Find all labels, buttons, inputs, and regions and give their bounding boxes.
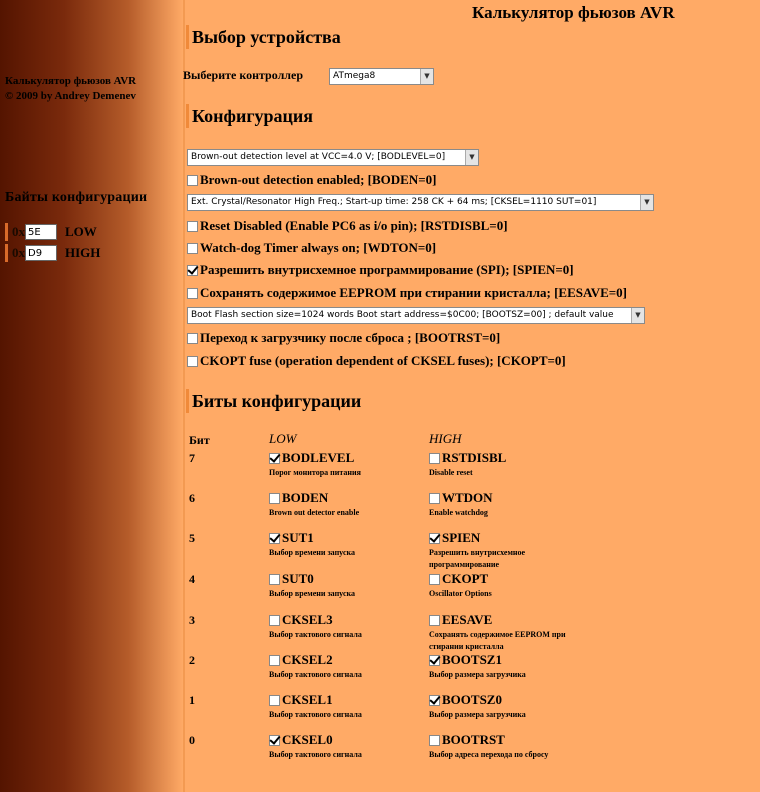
sidebar-caption xyxy=(5,74,136,104)
high-bit-toggle[interactable] xyxy=(429,733,589,747)
fuse-byte-label: HIGH xyxy=(65,245,101,260)
high-bit-cell xyxy=(429,613,589,653)
low-bit-toggle[interactable] xyxy=(269,653,429,667)
boden-label: Brown-out detection enabled; [BODEN=0] xyxy=(200,172,437,187)
bootrst-label: Переход к загрузчику после сброса ; [BOOTRST=0] xyxy=(200,330,501,345)
sidebar-heading: Байты конфигурации xyxy=(5,190,148,205)
low-bit-description: Порог монитора питания xyxy=(269,468,361,477)
cksel-select-value: Ext. Crystal/Resonator High Freq.; Start-up time: 258 CK + 64 ms; [CKSEL=1110 SUT=01] xyxy=(191,197,597,207)
low-bit-toggle[interactable] xyxy=(269,572,429,586)
bodlevel-select-value: Brown-out detection level at VCC=4.0 V; [BODLEVEL=0] xyxy=(191,152,446,162)
high-bit-description: Oscillator Options xyxy=(429,589,492,598)
sidebar-caption-copyright: © 2009 by Andrey Demenev xyxy=(5,90,136,102)
fuse-byte-low xyxy=(5,223,97,241)
wdton-label: Watch-dog Timer always on; [WDTON=0] xyxy=(200,240,437,255)
low-bit-name: CKSEL3 xyxy=(282,612,333,627)
low-bit-checkbox[interactable] xyxy=(269,695,280,706)
low-bit-checkbox[interactable] xyxy=(269,453,280,464)
low-bit-checkbox[interactable] xyxy=(269,735,280,746)
low-bit-cell xyxy=(269,451,429,479)
low-bit-checkbox[interactable] xyxy=(269,533,280,544)
bit-number: 7 xyxy=(189,451,195,465)
boden-option[interactable] xyxy=(187,172,436,188)
low-bit-name: SUT0 xyxy=(282,571,314,586)
chevron-down-icon[interactable]: ▼ xyxy=(420,69,433,84)
high-bit-name: WTDON xyxy=(442,490,493,505)
high-bit-name: RSTDISBL xyxy=(442,450,507,465)
high-bit-checkbox[interactable] xyxy=(429,615,440,626)
high-bit-checkbox[interactable] xyxy=(429,533,440,544)
low-bit-toggle[interactable] xyxy=(269,451,429,465)
high-bit-name: EESAVE xyxy=(442,612,493,627)
low-bit-description: Выбор времени запуска xyxy=(269,548,355,557)
low-bit-cell xyxy=(269,613,429,641)
low-bit-name: BODLEVEL xyxy=(282,450,355,465)
chevron-down-icon[interactable]: ▼ xyxy=(631,308,644,323)
high-bit-description: Выбор размера загрузчика xyxy=(429,670,526,679)
bit-number: 2 xyxy=(189,653,195,667)
wdton-checkbox[interactable] xyxy=(187,243,198,254)
high-bit-cell xyxy=(429,491,589,519)
high-bit-cell xyxy=(429,531,589,571)
low-bit-name: CKSEL2 xyxy=(282,652,333,667)
high-column-header: HIGH xyxy=(429,431,462,446)
hex-prefix: 0x xyxy=(12,245,25,260)
bootrst-checkbox[interactable] xyxy=(187,333,198,344)
low-bit-cell xyxy=(269,733,429,761)
low-bit-toggle[interactable] xyxy=(269,693,429,707)
low-bit-description: Выбор тактового сигнала xyxy=(269,750,362,759)
page-title: Калькулятор фьюзов AVR xyxy=(472,3,675,22)
eesave-checkbox[interactable] xyxy=(187,288,198,299)
high-bit-toggle[interactable] xyxy=(429,572,589,586)
low-bit-cell xyxy=(269,491,429,519)
high-bit-toggle[interactable] xyxy=(429,531,589,545)
chevron-down-icon[interactable]: ▼ xyxy=(640,195,653,210)
low-bit-description: Выбор тактового сигнала xyxy=(269,670,362,679)
boden-checkbox[interactable] xyxy=(187,175,198,186)
rstdisbl-option[interactable] xyxy=(187,218,508,234)
high-bit-description: Разрешить внутрисхемное программирование xyxy=(429,548,526,569)
high-bit-name: BOOTSZ0 xyxy=(442,692,502,707)
spien-option[interactable] xyxy=(187,262,574,278)
low-bit-name: CKSEL0 xyxy=(282,732,333,747)
high-bit-name: BOOTRST xyxy=(442,732,505,747)
cksel-select[interactable] xyxy=(187,194,654,211)
high-bit-cell xyxy=(429,572,589,600)
rstdisbl-label: Reset Disabled (Enable PC6 as i/o pin); [RSTDISBL=0] xyxy=(200,218,508,233)
high-bit-toggle[interactable] xyxy=(429,693,589,707)
device-select-value: ATmega8 xyxy=(333,71,376,81)
device-section-heading: Выбор устройства xyxy=(186,25,341,49)
high-bit-name: SPIEN xyxy=(442,530,481,545)
high-bit-description: Сохранять содержимое EEPROM при стирании кристалла xyxy=(429,630,566,651)
low-bit-description: Выбор тактового сигнала xyxy=(269,710,362,719)
fuse-byte-high xyxy=(5,244,100,262)
high-bit-toggle[interactable] xyxy=(429,491,589,505)
ckopt-label: CKOPT fuse (operation dependent of CKSEL fuses); [CKOPT=0] xyxy=(200,353,566,368)
low-bit-cell xyxy=(269,693,429,721)
low-bit-cell xyxy=(269,572,429,600)
device-select[interactable] xyxy=(329,68,434,85)
bootsz-select-value: Boot Flash section size=1024 words Boot start address=$0C00; [BOOTSZ=00] ; default value xyxy=(191,310,614,320)
bootsz-select[interactable] xyxy=(187,307,645,324)
ckopt-option[interactable] xyxy=(187,353,566,369)
eesave-option[interactable] xyxy=(187,285,627,301)
high-bit-description: Выбор адреса перехода по сбросу xyxy=(429,750,549,759)
high-fuse-input[interactable] xyxy=(25,245,57,261)
low-bit-description: Brown out detector enable xyxy=(269,508,360,517)
high-bit-toggle[interactable] xyxy=(429,653,589,667)
low-bit-cell xyxy=(269,531,429,559)
high-bit-description: Enable watchdog xyxy=(429,508,488,517)
high-bit-checkbox[interactable] xyxy=(429,655,440,666)
low-bit-checkbox[interactable] xyxy=(269,615,280,626)
high-bit-toggle[interactable] xyxy=(429,451,589,465)
high-bit-name: BOOTSZ1 xyxy=(442,652,502,667)
bit-number: 1 xyxy=(189,693,195,707)
high-bit-checkbox[interactable] xyxy=(429,574,440,585)
eesave-label: Сохранять содержимое EEPROM при стирании кристалла; [EESAVE=0] xyxy=(200,285,627,300)
bit-number: 3 xyxy=(189,613,195,627)
high-bit-checkbox[interactable] xyxy=(429,695,440,706)
config-section-heading: Конфигурация xyxy=(186,104,313,128)
high-bit-toggle[interactable] xyxy=(429,613,589,627)
device-select-label: Выберите контроллер xyxy=(183,68,304,82)
high-bit-checkbox[interactable] xyxy=(429,493,440,504)
low-column-header: LOW xyxy=(269,431,297,446)
low-bit-checkbox[interactable] xyxy=(269,574,280,585)
bodlevel-select[interactable] xyxy=(187,149,479,166)
low-bit-cell xyxy=(269,653,429,681)
high-bit-checkbox[interactable] xyxy=(429,735,440,746)
wdton-option[interactable] xyxy=(187,240,436,256)
low-bit-name: SUT1 xyxy=(282,530,314,545)
bit-number: 5 xyxy=(189,531,195,545)
high-bit-cell xyxy=(429,451,589,479)
hex-prefix: 0x xyxy=(12,224,25,239)
low-bit-toggle[interactable] xyxy=(269,733,429,747)
low-bit-checkbox[interactable] xyxy=(269,493,280,504)
rstdisbl-checkbox[interactable] xyxy=(187,221,198,232)
low-bit-name: BODEN xyxy=(282,490,329,505)
low-fuse-input[interactable] xyxy=(25,224,57,240)
low-bit-checkbox[interactable] xyxy=(269,655,280,666)
sidebar-divider xyxy=(183,0,185,792)
sidebar xyxy=(0,0,183,792)
fuse-byte-label: LOW xyxy=(65,224,97,239)
bits-section-heading: Биты конфигурации xyxy=(186,389,361,413)
low-bit-toggle[interactable] xyxy=(269,491,429,505)
high-bit-cell xyxy=(429,733,589,761)
high-bit-cell xyxy=(429,653,589,681)
low-bit-name: CKSEL1 xyxy=(282,692,333,707)
high-bit-cell xyxy=(429,693,589,721)
high-bit-name: CKOPT xyxy=(442,571,489,586)
high-bit-description: Выбор размера загрузчика xyxy=(429,710,526,719)
low-bit-toggle[interactable] xyxy=(269,613,429,627)
spien-checkbox[interactable] xyxy=(187,265,198,276)
bit-number: 6 xyxy=(189,491,195,505)
low-bit-toggle[interactable] xyxy=(269,531,429,545)
bootrst-option[interactable] xyxy=(187,330,500,346)
ckopt-checkbox[interactable] xyxy=(187,356,198,367)
low-bit-description: Выбор тактового сигнала xyxy=(269,630,362,639)
high-bit-checkbox[interactable] xyxy=(429,453,440,464)
low-bit-description: Выбор времени запуска xyxy=(269,589,355,598)
chevron-down-icon[interactable]: ▼ xyxy=(465,150,478,165)
sidebar-caption-title: Калькулятор фьюзов AVR xyxy=(5,75,137,87)
bit-number: 0 xyxy=(189,733,195,747)
spien-label: Разрешить внутрисхемное программирование (SPI); [SPIEN=0] xyxy=(200,262,574,277)
bit-number: 4 xyxy=(189,572,195,586)
high-bit-description: Disable reset xyxy=(429,468,473,477)
bit-column-header: Бит xyxy=(189,433,210,447)
